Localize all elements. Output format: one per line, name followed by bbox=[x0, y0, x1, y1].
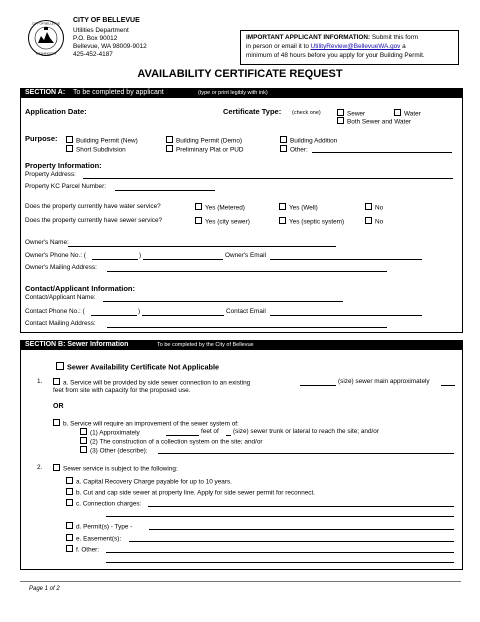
contact-phone-area-field[interactable] bbox=[91, 315, 137, 316]
option-1b-1-text-2: (size) sewer trunk or lateral to reach the site; and/or bbox=[233, 428, 379, 435]
other-field-2[interactable] bbox=[106, 562, 454, 563]
paren-close: ) bbox=[139, 252, 142, 259]
section-b-label: SECTION B: Sewer Information bbox=[25, 341, 129, 348]
parcel-number-label: Property KC Parcel Number: bbox=[25, 183, 106, 190]
contact-email-field[interactable] bbox=[270, 315, 422, 316]
option-label: Yes (city sewer) bbox=[205, 218, 250, 226]
contact-name-field[interactable] bbox=[103, 301, 343, 302]
check-one-note: (check one) bbox=[292, 110, 321, 116]
option-2a-text: a. Capital Recovery Charge payable for up to 10 years. bbox=[76, 478, 232, 486]
trunk-size-field[interactable] bbox=[226, 435, 231, 436]
owner-phone-field[interactable] bbox=[143, 259, 223, 260]
water-service-question: Does the property currently have water service? bbox=[25, 203, 161, 210]
option-label: Yes (Metered) bbox=[205, 204, 245, 212]
owner-phone-label: Owner's Phone No.: ( bbox=[25, 252, 86, 259]
checkbox[interactable] bbox=[365, 203, 372, 210]
city-name: CITY OF BELLEVUE bbox=[73, 17, 140, 24]
city-seal-logo bbox=[27, 19, 65, 57]
cert-option-both-label: Both Sewer and Water bbox=[347, 118, 412, 126]
checkbox[interactable] bbox=[279, 217, 286, 224]
option-2e-text: e. Easement(s): bbox=[76, 535, 122, 543]
option-1b-text: b. Service will require an improvement of the sewer system of: bbox=[63, 420, 239, 428]
option-1b-2-text: (2) The construction of a collection system on the site; and/or bbox=[90, 438, 263, 446]
easements-field[interactable] bbox=[129, 541, 454, 542]
checkbox[interactable] bbox=[166, 145, 173, 152]
owner-mailing-field[interactable] bbox=[107, 271, 387, 272]
sewer-yes-city[interactable] bbox=[195, 217, 250, 227]
contact-mailing-label: Contact Mailing Address: bbox=[25, 320, 96, 327]
sewer-service-question: Does the property currently have sewer service? bbox=[25, 217, 163, 224]
sewer-checkbox[interactable] bbox=[337, 109, 344, 116]
info-text-2: in person or email it to bbox=[246, 43, 311, 50]
checkbox[interactable] bbox=[279, 203, 286, 210]
section-b-note: To be completed by the City of Bellevue bbox=[157, 342, 254, 348]
checkbox[interactable] bbox=[53, 464, 60, 471]
checkbox[interactable] bbox=[66, 136, 73, 143]
permit-type-field[interactable] bbox=[149, 529, 454, 530]
parcel-number-field[interactable] bbox=[115, 190, 215, 191]
owner-name-label: Owner's Name: bbox=[25, 239, 69, 246]
other-field[interactable] bbox=[106, 552, 454, 553]
checkbox[interactable] bbox=[66, 488, 73, 495]
connection-charges-field-2[interactable] bbox=[106, 516, 454, 517]
checkbox[interactable] bbox=[365, 217, 372, 224]
approx-distance-field[interactable] bbox=[441, 385, 455, 386]
option-2d[interactable] bbox=[66, 522, 132, 532]
section-a-note: (type or print legibly with ink) bbox=[198, 90, 268, 96]
certificate-type-label: Certificate Type: bbox=[223, 107, 282, 116]
checkbox[interactable] bbox=[53, 419, 60, 426]
other-describe-field[interactable] bbox=[158, 453, 454, 454]
checkbox[interactable] bbox=[66, 145, 73, 152]
option-2[interactable] bbox=[53, 464, 178, 474]
footer-divider bbox=[20, 581, 461, 582]
section-a-label: SECTION A: bbox=[25, 89, 66, 96]
item-2-number: 2. bbox=[37, 464, 43, 471]
property-address-field[interactable] bbox=[83, 178, 453, 179]
purpose-short-subdivision[interactable] bbox=[66, 145, 126, 155]
purpose-option-label: Building Addition bbox=[290, 137, 338, 145]
water-yes-well[interactable] bbox=[279, 203, 318, 213]
owner-name-field[interactable] bbox=[68, 246, 336, 247]
option-2b[interactable] bbox=[66, 488, 315, 498]
option-2c-text: c. Connection charges: bbox=[76, 500, 142, 508]
checkbox[interactable] bbox=[80, 446, 87, 453]
utility-review-email-link[interactable]: UtilityReview@BellevueWA.gov bbox=[310, 43, 401, 50]
property-address-label: Property Address: bbox=[25, 171, 76, 178]
water-checkbox[interactable] bbox=[394, 109, 401, 116]
owner-mailing-label: Owner's Mailing Address: bbox=[25, 264, 97, 271]
contact-phone-field[interactable] bbox=[142, 315, 224, 316]
checkbox[interactable] bbox=[66, 545, 73, 552]
cert-option-sewer-label: Sewer bbox=[347, 110, 366, 118]
sewer-yes-septic[interactable] bbox=[279, 217, 344, 227]
application-date-label: Application Date: bbox=[25, 107, 87, 116]
property-info-heading: Property Information: bbox=[25, 161, 102, 170]
option-label: Yes (septic system) bbox=[289, 218, 345, 226]
contact-mailing-field[interactable] bbox=[107, 327, 387, 328]
option-2d-text: d. Permit(s) - Type - bbox=[76, 523, 133, 531]
checkbox[interactable] bbox=[280, 145, 287, 152]
water-no[interactable] bbox=[365, 203, 383, 213]
checkbox[interactable] bbox=[66, 477, 73, 484]
checkbox[interactable] bbox=[66, 499, 73, 506]
option-2-text: Sewer service is subject to the following: bbox=[63, 465, 178, 473]
purpose-other-field[interactable] bbox=[312, 152, 452, 153]
option-1b-3-text: (3) Other (describe): bbox=[90, 447, 148, 455]
purpose-option-label: Other: bbox=[290, 146, 308, 154]
info-text-2b: a bbox=[400, 43, 406, 50]
option-2c[interactable] bbox=[66, 499, 141, 509]
checkbox[interactable] bbox=[195, 203, 202, 210]
feet-of-label: feet of bbox=[201, 428, 219, 435]
not-applicable-label: Sewer Availability Certificate Not Applicable bbox=[67, 362, 220, 372]
address-phone: 425-452-4187 bbox=[73, 51, 113, 58]
cert-option-both[interactable] bbox=[337, 117, 411, 127]
important-info-box bbox=[240, 30, 459, 65]
section-a-heading: To be completed by applicant bbox=[73, 89, 164, 96]
contact-phone-label: Contact Phone No.: ( bbox=[25, 308, 85, 315]
not-applicable-option[interactable] bbox=[56, 362, 219, 372]
purpose-option-label: Short Subdivision bbox=[76, 146, 126, 154]
cert-option-water-label: Water bbox=[404, 110, 421, 118]
purpose-option-label: Building Permit (New) bbox=[76, 137, 138, 145]
approx-feet-field[interactable] bbox=[166, 435, 199, 436]
water-yes-metered[interactable] bbox=[195, 203, 245, 213]
address-line-2: P.O. Box 90012 bbox=[73, 35, 118, 42]
section-a-header bbox=[20, 88, 463, 98]
checkbox[interactable] bbox=[53, 378, 60, 385]
checkbox[interactable] bbox=[166, 136, 173, 143]
svg-text:WASHINGTON: WASHINGTON bbox=[35, 51, 57, 56]
paren-close-2: ) bbox=[138, 308, 141, 315]
option-label: No bbox=[375, 218, 384, 226]
checkbox[interactable] bbox=[66, 534, 73, 541]
option-1a-text: a. Service will be provided by side sewer connection to an existing bbox=[63, 379, 251, 387]
option-1a-text-3: feet from site with capacity for the proposed use. bbox=[53, 387, 191, 394]
option-2f[interactable] bbox=[66, 545, 99, 555]
checkbox[interactable] bbox=[80, 428, 87, 435]
info-text-1: Submit this form bbox=[371, 34, 419, 41]
option-2f-text: f. Other: bbox=[76, 546, 100, 554]
option-2b-text: b. Cut and cap side sewer at property line. Apply for side sewer permit for reconnect. bbox=[76, 489, 316, 497]
contact-info-heading: Contact/Applicant Information: bbox=[25, 284, 135, 293]
not-applicable-checkbox[interactable] bbox=[56, 362, 64, 370]
purpose-other[interactable] bbox=[280, 145, 308, 155]
svg-text:CITY OF BELLEVUE: CITY OF BELLEVUE bbox=[31, 21, 61, 26]
option-label: Yes (Well) bbox=[289, 204, 318, 212]
owner-email-field[interactable] bbox=[270, 259, 422, 260]
item-1-number: 1. bbox=[37, 378, 43, 385]
sewer-no[interactable] bbox=[365, 217, 383, 227]
option-1b-1-text: (1) Approximately bbox=[90, 429, 140, 437]
form-title: AVAILABILITY CERTIFICATE REQUEST bbox=[137, 68, 343, 80]
option-1a-text-2: (size) sewer main approximately bbox=[338, 378, 430, 385]
checkbox[interactable] bbox=[66, 522, 73, 529]
or-label: OR bbox=[53, 403, 64, 410]
section-b-header bbox=[20, 340, 463, 350]
page-number: Page 1 of 2 bbox=[29, 586, 60, 592]
info-heading: IMPORTANT APPLICANT INFORMATION: bbox=[246, 34, 371, 41]
option-label: No bbox=[375, 204, 384, 212]
purpose-option-label: Preliminary Plat or PUD bbox=[176, 146, 244, 154]
option-2a[interactable] bbox=[66, 477, 232, 487]
option-1b-3[interactable] bbox=[80, 446, 148, 456]
purpose-label: Purpose: bbox=[25, 134, 58, 143]
owner-phone-area-field[interactable] bbox=[92, 259, 138, 260]
contact-email-label: Contact Email bbox=[226, 308, 266, 315]
purpose-option-label: Building Permit (Demo) bbox=[176, 137, 243, 145]
owner-email-label: Owner's Email bbox=[225, 252, 266, 259]
checkbox[interactable] bbox=[195, 217, 202, 224]
checkbox[interactable] bbox=[280, 136, 287, 143]
purpose-preliminary-plat[interactable] bbox=[166, 145, 243, 155]
existing-size-field[interactable] bbox=[300, 385, 336, 386]
info-text-3: minimum of 48 hours before you apply for your Building Permit. bbox=[246, 52, 425, 59]
connection-charges-field[interactable] bbox=[148, 506, 454, 507]
both-checkbox[interactable] bbox=[337, 117, 344, 124]
address-line-3: Bellevue, WA 98009-9012 bbox=[73, 43, 147, 50]
contact-name-label: Contact/Applicant Name: bbox=[25, 294, 96, 301]
address-line-1: Utilities Department bbox=[73, 27, 129, 34]
option-2e[interactable] bbox=[66, 534, 121, 544]
checkbox[interactable] bbox=[80, 437, 87, 444]
